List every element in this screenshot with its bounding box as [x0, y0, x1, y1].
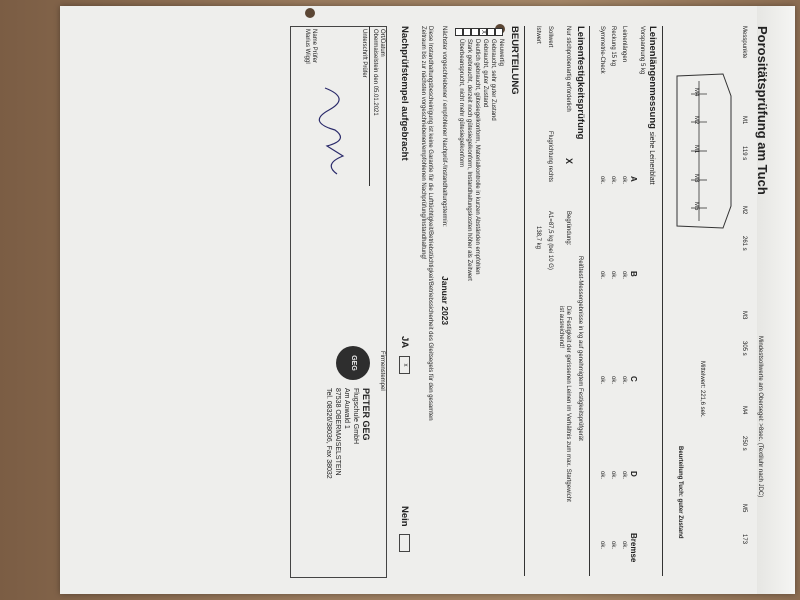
stamp-name: PETER GEG	[361, 388, 371, 441]
cell: ok.	[621, 176, 627, 185]
column-a: A	[629, 176, 638, 182]
beurteilung-heading: BEURTEILUNG	[509, 26, 520, 95]
stempel-heading: Nachprüfstempel aufgebracht	[399, 26, 410, 161]
option-label: Stark gebraucht, derzeit noch gütesiegelkonform, Instandhaltungskosten höher als Zeitwert	[466, 39, 472, 281]
page-title: Porositätsprüfung am Tuch	[755, 26, 770, 195]
ort-datum-label: Ort/Datum	[379, 29, 385, 57]
disclaimer-1: Diese Instandhaltungsbescheinigung ist keine Garantie für die Lufttüchtigkeit/Betriebstüchtigkeit/Betriebssicherheit des Gleitsegels für den gesamten	[427, 26, 433, 421]
option-label: Deutlich gebraucht, gütesiegelkonform, Materialkontrolle in kurzen Abständen empfohlen	[474, 39, 480, 275]
cell: ok.	[599, 471, 605, 480]
option-checkbox-checked: X	[480, 29, 486, 34]
measure-m4-label: M4	[741, 406, 747, 415]
festigkeit-text-1: Die Festigkeit der gerissenen Leinen im Verhältnis zum max. Startgewicht	[565, 306, 571, 502]
leinen-heading	[646, 26, 657, 185]
measure-m4-value: 250 s	[741, 436, 747, 451]
option-checkbox	[471, 28, 479, 36]
option-label: Gebraucht, sehr guter Zustand	[490, 39, 496, 121]
diagram-point-label: M5	[693, 202, 699, 211]
divider	[589, 26, 590, 576]
document-page	[60, 6, 795, 594]
leinen-heading-note: siehe Leinenblatt	[648, 131, 655, 185]
ort-datum-value: Obermaiselstein den 05.01.2021	[372, 29, 378, 116]
cell: ok.	[610, 541, 616, 550]
row-label: Leinenlängen	[621, 26, 627, 63]
wing-diagram	[665, 66, 735, 236]
divider	[662, 26, 663, 576]
beurteilung-tuch: Beurteilung Tuch: guter Zustand	[677, 446, 683, 539]
sollwert-label: Sollwert	[547, 26, 553, 48]
row-label: Reckung 15 kg	[610, 26, 616, 67]
diagram-point-label: M3	[693, 174, 699, 183]
name-pruefer-label: Name Prüfer	[311, 29, 317, 64]
diagram-point-label: M1	[693, 145, 699, 154]
mittelwert: Mittelwert: 221,6 sek.	[699, 361, 705, 418]
measure-m5-value: 173	[741, 534, 747, 545]
festigkeit-heading: Leinenfestigkeitsprüfung	[575, 26, 586, 140]
cell: ok.	[610, 271, 616, 280]
next-check-value: Januar 2023	[440, 276, 450, 326]
festigkeit-text-2: ist ausreichend!	[558, 306, 564, 349]
cell: ok.	[599, 376, 605, 385]
cell: ok.	[610, 176, 616, 185]
minimum-note: Mindestsollwerte am Obersegel: >8sec. (Textiluhr nach JDC)	[757, 336, 763, 498]
stamp-line: Am Auwald 1	[343, 388, 350, 429]
row-label: Symmetrie-Check	[599, 26, 605, 74]
company-logo: GEG	[336, 346, 370, 380]
measure-m5-label: M5	[741, 504, 747, 513]
measure-m3-value: 305 s	[741, 341, 747, 356]
cell: ok.	[621, 376, 627, 385]
festigkeit-note: Reißtest-Messergebnisse in kg auf genehmigtem Festigkeitsprüfgerät	[577, 256, 583, 441]
option-label: Neuwertig	[498, 39, 504, 67]
signature-scribble	[315, 86, 355, 176]
divider	[369, 26, 370, 186]
ja-label: JA	[399, 336, 410, 349]
nein-label: Nein	[399, 506, 410, 527]
stichprobe-mark: X	[564, 158, 574, 165]
cell: ok.	[599, 271, 605, 280]
ja-checkbox: x	[399, 356, 410, 374]
diagram-point-label: M4	[693, 88, 699, 97]
measure-m3-label: M3	[741, 311, 747, 320]
istwert-value: 138,7 kg	[535, 226, 541, 250]
flugrichtung: Flugrichtung rechts	[547, 131, 553, 183]
column-c: C	[629, 376, 638, 382]
divider	[524, 26, 525, 576]
option-checkbox	[487, 28, 495, 36]
option-checkbox	[455, 28, 463, 36]
leinen-heading-text: Leinenlängenmessung	[647, 26, 658, 129]
column-bremse: Bremse	[629, 533, 638, 563]
measure-m1-value: 119 s	[741, 146, 747, 161]
cell: ok.	[599, 541, 605, 550]
stamp-line: Flugschule GmbH	[352, 388, 359, 445]
cell: ok.	[610, 376, 616, 385]
option-label: Überbeansprucht, nicht mehr gütesiegelkonform	[458, 39, 464, 168]
istwert-label: Istwert	[535, 26, 541, 44]
unterschrift-label: Unterschrift Prüfer	[361, 29, 367, 78]
measure-m2-label: M2	[741, 206, 747, 215]
column-b: B	[629, 271, 638, 277]
nur-stichprobe: Nur stichprobenartig erforderlich	[565, 26, 571, 112]
nein-checkbox	[399, 534, 410, 552]
option-checkbox	[463, 28, 471, 36]
firmenstempel-label: Firmenstempel	[379, 351, 385, 391]
diagram-point-label: M2	[693, 116, 699, 125]
column-d: D	[629, 471, 638, 477]
messpunkte-label: Messpunkte	[741, 26, 747, 59]
option-label: Gebraucht, guter Zustand	[482, 39, 488, 108]
cell: ok.	[610, 471, 616, 480]
disclaimer-2: Zeitraum bis zur nächsten vorgeschriebenen/empfohlenen Nachprüfung/Instandhaltung!	[420, 26, 426, 260]
cell: ok.	[621, 541, 627, 550]
cell: ok.	[621, 471, 627, 480]
vorspannung: Vorspannung 5 kg	[639, 26, 645, 75]
next-check-label: Nächster vorgeschriebener / empfohlener Nachprüf-/Instandhaltungstermin:	[441, 26, 447, 227]
measure-m2-value: 261 s	[741, 236, 747, 251]
option-checkbox	[495, 28, 503, 36]
begruendung-label: Begründung:	[565, 211, 571, 246]
rotated-document	[60, 6, 795, 594]
cell: ok.	[599, 176, 605, 185]
stamp-line: 87538 OBERMAISELSTEIN	[334, 388, 341, 476]
sollwert-value: A1=87,5 kg (bei 10 G)	[547, 211, 553, 270]
cell: ok.	[621, 271, 627, 280]
stamp-line: Tel. 08326/38036, Fax 38032	[325, 388, 332, 479]
name-pruefer-value: Marius Wiggl	[304, 29, 310, 64]
measure-m1-label: M1	[741, 116, 747, 125]
